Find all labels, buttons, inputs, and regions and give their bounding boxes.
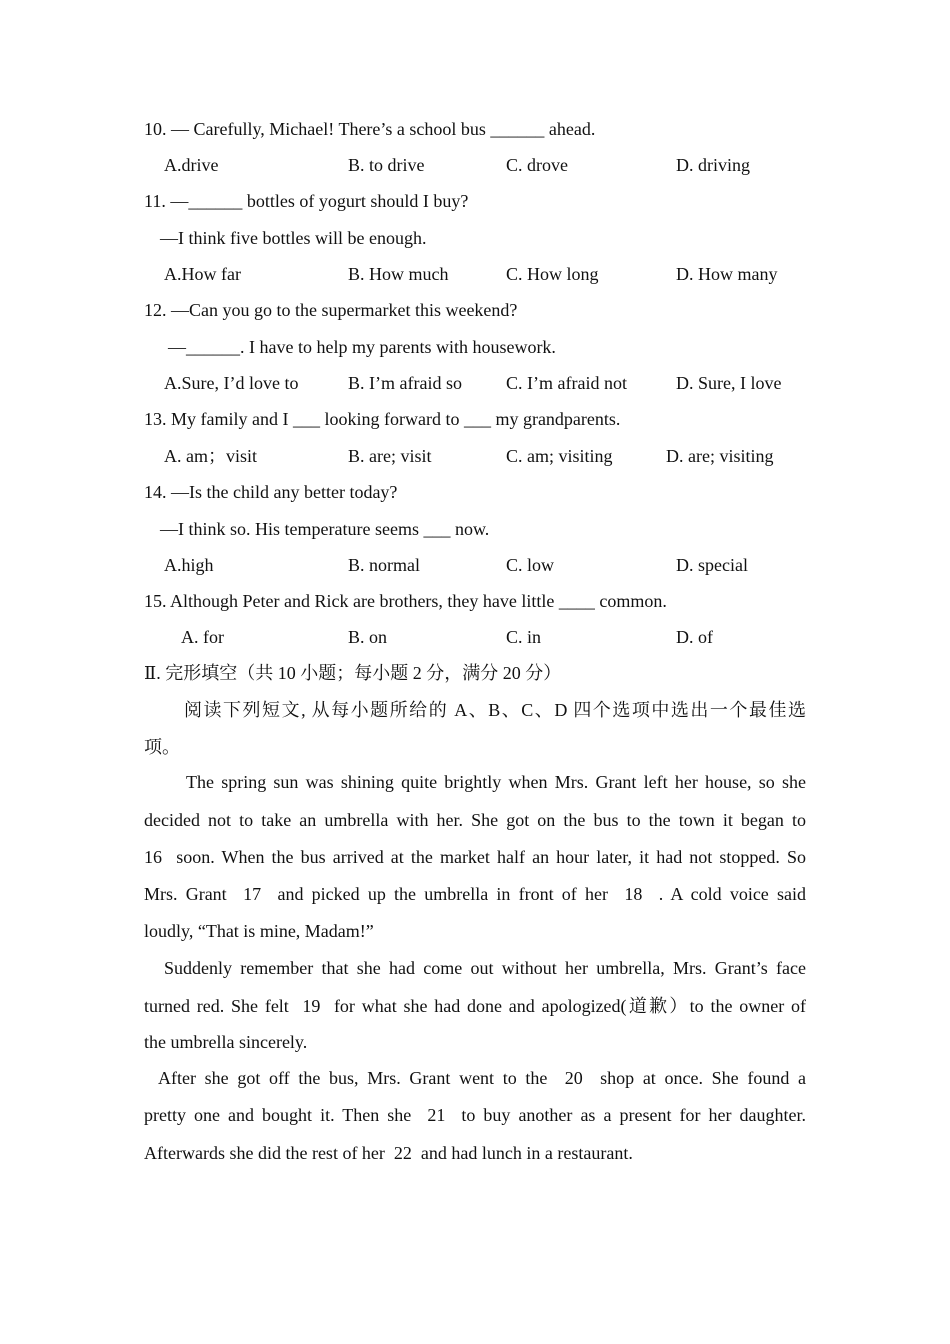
question-stem: 13. My family and I ___ looking forward to ___ my grandparents.	[144, 409, 621, 429]
option-b: B. to drive	[348, 155, 425, 175]
section-instruction: 阅读下列短文, 从每小题所给的 A、B、C、D 四个选项中选出一个最佳选	[184, 700, 806, 720]
question-stem: 12. —Can you go to the supermarket this weekend?	[144, 300, 518, 320]
option-b: B. normal	[348, 555, 420, 575]
option-d: D. driving	[676, 155, 750, 175]
option-a: A. am；visit	[164, 446, 257, 466]
passage-line: loudly, “That is mine, Madam!”	[144, 921, 374, 941]
option-d: D. are; visiting	[666, 446, 774, 466]
question-stem: 11. —______ bottles of yogurt should I buy?	[144, 191, 469, 211]
option-a: A. for	[181, 627, 224, 647]
option-c: C. How long	[506, 264, 599, 284]
option-a: A.How far	[164, 264, 241, 284]
option-d: D. special	[676, 555, 748, 575]
option-c: C. low	[506, 555, 555, 575]
question-stem: 14. —Is the child any better today?	[144, 482, 398, 502]
passage-line: turned red. She felt 19 for what she had done and apologized(道歉）to the owner of	[144, 996, 806, 1016]
passage-line: Afterwards she did the rest of her 22 and had lunch in a restaurant.	[144, 1143, 633, 1163]
section-heading: Ⅱ. 完形填空（共 10 小题；每小题 2 分，满分 20 分）	[144, 663, 562, 683]
option-a: A.high	[164, 555, 214, 575]
passage-line: After she got off the bus, Mrs. Grant went to the 20 shop at once. She found a	[158, 1068, 806, 1088]
option-b: B. are; visit	[348, 446, 432, 466]
passage-line: Suddenly remember that she had come out without her umbrella, Mrs. Grant’s face	[164, 958, 806, 978]
option-d: D. of	[676, 627, 713, 647]
option-c: C. drove	[506, 155, 568, 175]
option-a: A.drive	[164, 155, 219, 175]
option-d: D. How many	[676, 264, 778, 284]
option-b: B. How much	[348, 264, 449, 284]
question-stem: 10. — Carefully, Michael! There’s a school bus ______ ahead.	[144, 119, 596, 139]
passage-line: the umbrella sincerely.	[144, 1032, 308, 1052]
option-c: C. I’m afraid not	[506, 373, 627, 393]
question-stem: —I think so. His temperature seems ___ now.	[160, 519, 490, 539]
option-b: B. on	[348, 627, 388, 647]
section-instruction: 项。	[144, 737, 180, 757]
passage-line: pretty one and bought it. Then she 21 to buy another as a present for her daughter.	[144, 1105, 806, 1125]
option-d: D. Sure, I love	[676, 373, 782, 393]
option-c: C. am; visiting	[506, 446, 613, 466]
passage-line: 16 soon. When the bus arrived at the market half an hour later, it had not stopped. So	[144, 847, 806, 867]
passage-line: The spring sun was shining quite brightly when Mrs. Grant left her house, so she	[186, 772, 806, 792]
passage-line: Mrs. Grant 17 and picked up the umbrella in front of her 18 . A cold voice said	[144, 884, 806, 904]
option-a: A.Sure, I’d love to	[164, 373, 299, 393]
option-b: B. I’m afraid so	[348, 373, 462, 393]
option-c: C. in	[506, 627, 542, 647]
passage-line: decided not to take an umbrella with her. She got on the bus to the town it began to	[144, 810, 806, 830]
question-stem: —______. I have to help my parents with housework.	[168, 337, 556, 357]
question-stem: —I think five bottles will be enough.	[160, 228, 427, 248]
question-stem: 15. Although Peter and Rick are brothers, they have little ____ common.	[144, 591, 667, 611]
